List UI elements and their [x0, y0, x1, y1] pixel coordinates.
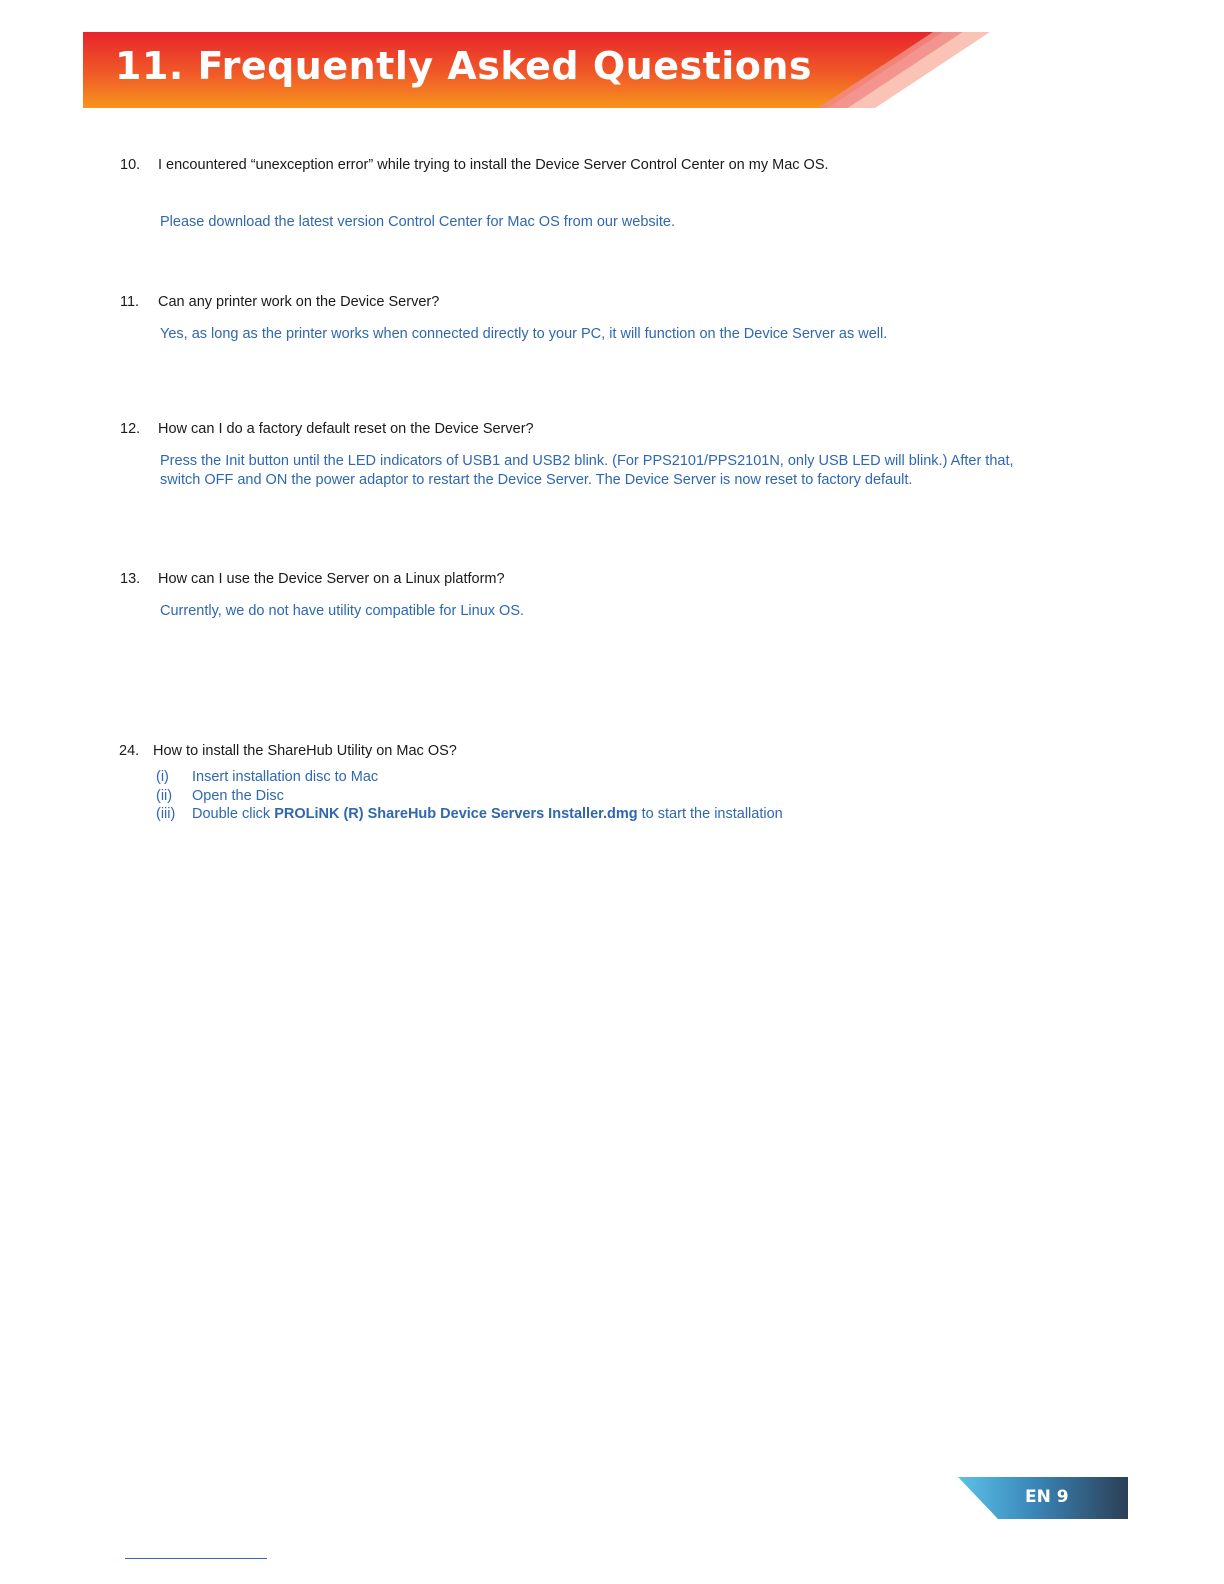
faq-number: 24.	[119, 743, 140, 759]
faq-answer-line: Currently, we do not have utility compatible for Linux OS.	[160, 603, 525, 619]
faq-number: 11.	[120, 294, 140, 310]
faq-answer-13	[160, 602, 1060, 621]
faq-answer-line: Please download the latest version Control Center for Mac OS from our website.	[160, 214, 675, 230]
faq-answer-10	[160, 213, 1060, 232]
step-number: (ii)	[156, 787, 173, 804]
header-banner	[83, 32, 993, 108]
footer-divider	[125, 1558, 267, 1559]
faq-answer-line: Press the Init button until the LED indicators of USB1 and USB2 blink. (For PPS2101/PPS2101N, only USB LED will blink.) After that,	[160, 453, 1014, 469]
faq-answer-12	[160, 452, 1060, 490]
faq-question-text: How can I do a factory default reset on the Device Server?	[158, 421, 534, 437]
faq-question-text: Can any printer work on the Device Server?	[158, 294, 440, 310]
faq-answer-line: Yes, as long as the printer works when connected directly to your PC, it will function on the Device Server as well.	[160, 326, 888, 342]
page-title: 11. Frequently Asked Questions	[115, 44, 813, 88]
step-text-before: Double click	[192, 806, 275, 822]
step-text-after: to start the installation	[637, 806, 783, 822]
faq-question-text: I encountered “unexception error” while trying to install the Device Server Control Center on my Mac OS.	[158, 157, 829, 173]
step-number: (i)	[156, 769, 169, 785]
faq-number: 10.	[120, 157, 141, 173]
faq-number: 13.	[120, 571, 141, 587]
installer-filename: PROLiNK (R) ShareHub Device Servers Installer.dmg	[274, 806, 638, 822]
step-text: Insert installation disc to Mac	[192, 769, 379, 785]
faq-question-text: How to install the ShareHub Utility on Mac OS?	[153, 743, 457, 759]
step-text	[192, 806, 783, 822]
faq-answer-line: switch OFF and ON the power adaptor to restart the Device Server. The Device Server is now reset to factory default.	[160, 472, 913, 488]
faq-number: 12.	[120, 421, 141, 437]
page-number: EN 9	[1025, 1487, 1069, 1507]
step-text: Open the Disc	[192, 787, 284, 804]
faq-answer-11	[160, 325, 1060, 344]
faq-question-text: How can I use the Device Server on a Linux platform?	[158, 571, 505, 587]
step-number: (iii)	[156, 806, 176, 822]
